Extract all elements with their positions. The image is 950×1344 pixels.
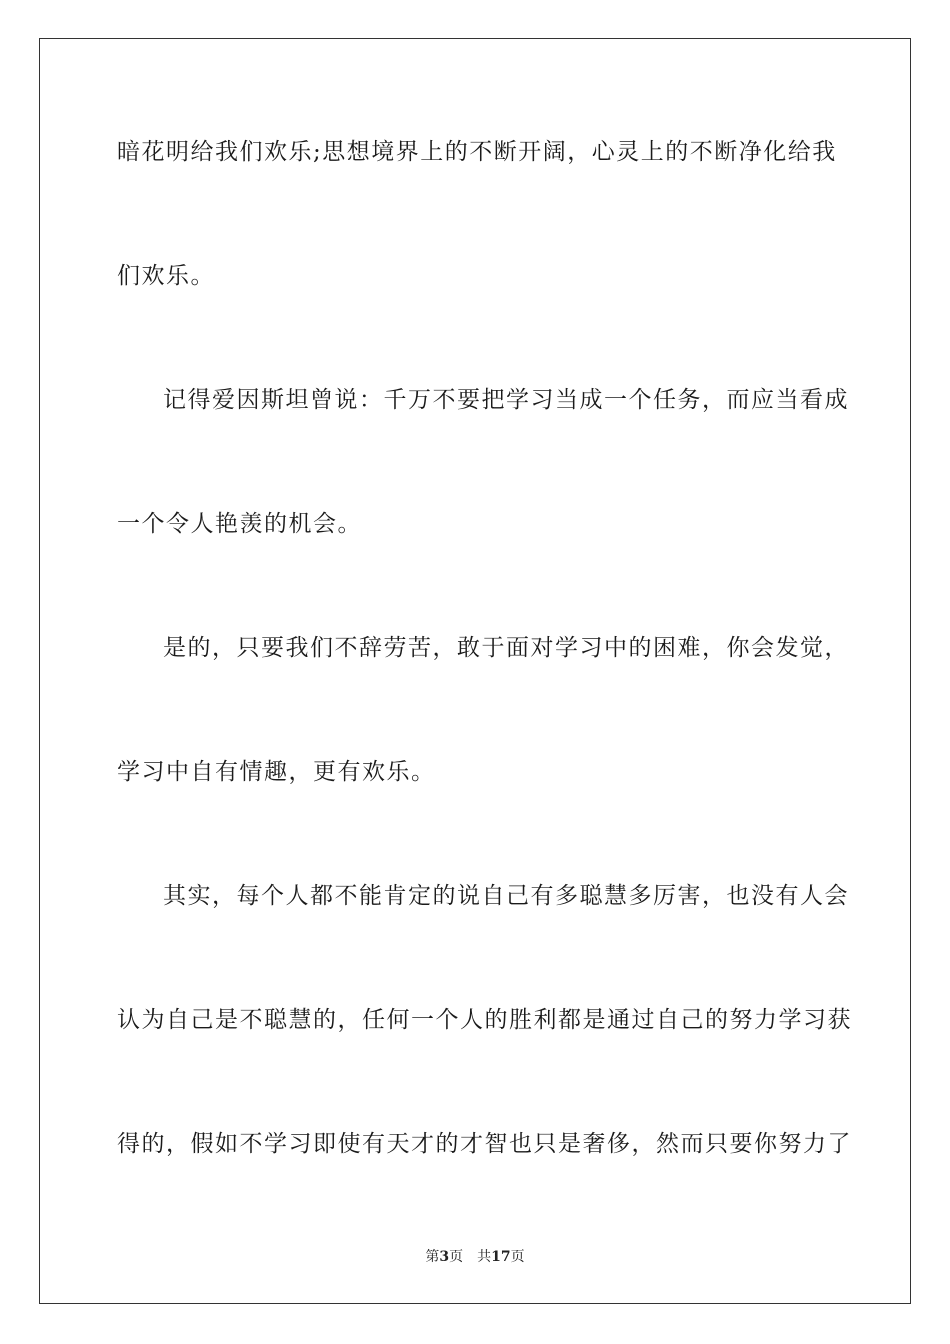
body-line-7: 其实，每个人都不能肯定的说自己有多聪慧多厉害，也没有人会 (163, 883, 849, 909)
page-suffix: 页 (449, 1249, 464, 1265)
body-line-8: 认为自己是不聪慧的，任何一个人的胜利都是通过自己的努力学习获 (117, 1007, 852, 1033)
total-suffix: 页 (510, 1249, 525, 1265)
body-line-9: 得的，假如不学习即使有天才的才智也只是奢侈，然而只要你努力了 (117, 1131, 852, 1157)
page-border (39, 38, 911, 1304)
page-footer (0, 1248, 950, 1266)
body-line-3: 记得爱因斯坦曾说：千万不要把学习当成一个任务，而应当看成 (163, 387, 849, 413)
page-prefix: 第 (425, 1249, 440, 1265)
body-line-5: 是的，只要我们不辞劳苦，敢于面对学习中的困难，你会发觉， (163, 635, 849, 661)
body-line-1: 暗花明给我们欢乐;思想境界上的不断开阔，心灵上的不断净化给我 (117, 139, 837, 165)
total-prefix: 共 (477, 1249, 492, 1265)
body-line-6: 学习中自有情趣，更有欢乐。 (117, 759, 436, 785)
total-pages: 17 (491, 1249, 511, 1265)
body-line-4: 一个令人艳羡的机会。 (117, 511, 362, 537)
body-line-2: 们欢乐。 (117, 263, 215, 289)
page-number: 3 (439, 1249, 450, 1265)
